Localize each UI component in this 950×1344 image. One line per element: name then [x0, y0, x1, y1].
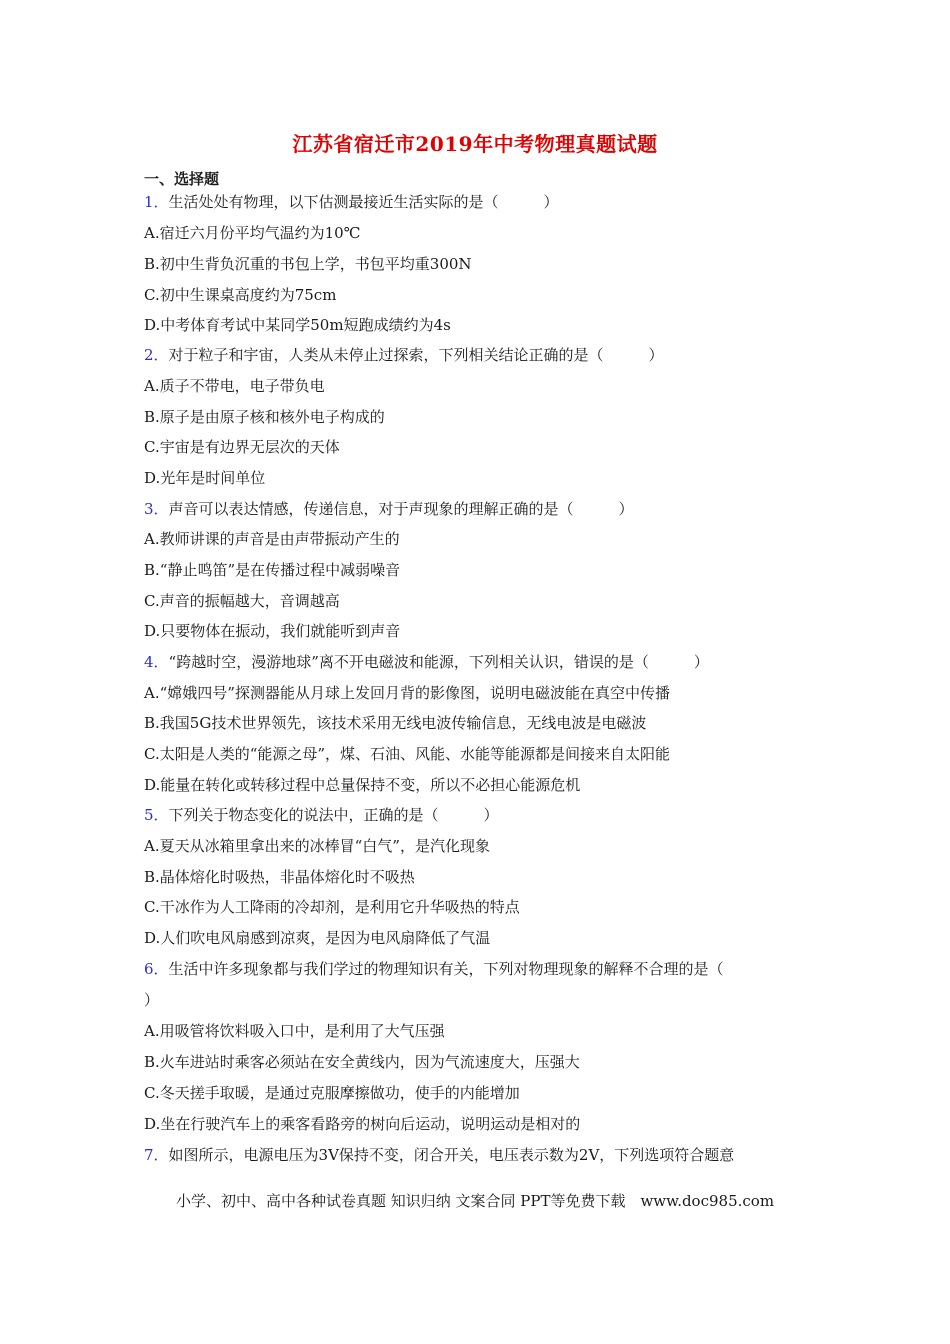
- option: B.火车进站时乘客必须站在安全黄线内，因为气流速度大，压强大: [144, 1053, 580, 1071]
- question-number: 3．: [144, 500, 169, 518]
- question-text: 如图所示，电源电压为3V保持不变，闭合开关，电压表示数为2V，下列选项符合题意: [168, 1146, 735, 1164]
- question-text: 生活处处有物理，以下估测最接近生活实际的是（ ）: [168, 193, 559, 211]
- question-6-stem: [144, 959, 724, 979]
- option: A.用吸管将饮料吸入口中，是利用了大气压强: [144, 1022, 445, 1040]
- question-text: 生活中许多现象都与我们学过的物理知识有关，下列对物理现象的解释不合理的是（: [168, 960, 724, 978]
- page-footer: 小学、初中、高中各种试卷真题 知识归纳 文案合同 PPT等免费下载 www.doc985.com: [175, 1192, 775, 1210]
- question-7-stem: [144, 1145, 734, 1165]
- option: D.光年是时间单位: [144, 469, 266, 487]
- option: A.质子不带电，电子带负电: [144, 377, 325, 395]
- question-text: 声音可以表达情感，传递信息，对于声现象的理解正确的是（ ）: [168, 500, 634, 518]
- option: A.夏天从冰箱里拿出来的冰棒冒“白气”，是汽化现象: [144, 837, 490, 855]
- option: A.教师讲课的声音是由声带振动产生的: [144, 530, 400, 548]
- option: D.中考体育考试中某同学50m短跑成绩约为4s: [144, 316, 451, 334]
- question-1-stem: [144, 192, 559, 212]
- option: B.原子是由原子核和核外电子构成的: [144, 408, 385, 426]
- question-5-stem: [144, 805, 499, 825]
- question-number: 1．: [144, 193, 169, 211]
- question-text: 对于粒子和宇宙，人类从未停止过探索，下列相关结论正确的是（ ）: [168, 346, 664, 364]
- option: C.初中生课桌高度约为75cm: [144, 286, 337, 304]
- option: A.宿迁六月份平均气温约为10℃: [144, 224, 361, 242]
- question-4-stem: [144, 652, 709, 672]
- option: D.能量在转化或转移过程中总量保持不变，所以不必担心能源危机: [144, 776, 581, 794]
- option: D.只要物体在振动，我们就能听到声音: [144, 622, 401, 640]
- question-2-stem: [144, 345, 664, 365]
- option: B.晶体熔化时吸热，非晶体熔化时不吸热: [144, 868, 415, 886]
- question-number: 7．: [144, 1146, 169, 1164]
- option: B.我国5G技术世界领先，该技术采用无线电波传输信息，无线电波是电磁波: [144, 714, 647, 732]
- option: C.宇宙是有边界无层次的天体: [144, 438, 340, 456]
- question-text: 下列关于物态变化的说法中，正确的是（ ）: [168, 806, 499, 824]
- question-text: “跨越时空，漫游地球”离不开电磁波和能源，下列相关认识，错误的是（ ）: [168, 653, 709, 671]
- page-title: 江苏省宿迁市2019年中考物理真题试题: [292, 132, 658, 156]
- question-number: 5．: [144, 806, 169, 824]
- question-6-stem-continued: ）: [144, 991, 160, 1009]
- option: B.“静止鸣笛”是在传播过程中减弱噪音: [144, 561, 401, 579]
- section-heading: 一、选择题: [144, 170, 220, 188]
- option: C.干冰作为人工降雨的冷却剂，是利用它升华吸热的特点: [144, 898, 520, 916]
- option: D.人们吹电风扇感到凉爽，是因为电风扇降低了气温: [144, 929, 491, 947]
- option: D.坐在行驶汽车上的乘客看路旁的树向后运动，说明运动是相对的: [144, 1115, 581, 1133]
- question-3-stem: [144, 499, 634, 519]
- option: C.冬天搓手取暖，是通过克服摩擦做功，使手的内能增加: [144, 1084, 520, 1102]
- option: A.“嫦娥四号”探测器能从月球上发回月背的影像图，说明电磁波能在真空中传播: [144, 684, 670, 702]
- option: C.声音的振幅越大，音调越高: [144, 592, 340, 610]
- option: C.太阳是人类的“能源之母”，煤、石油、风能、水能等能源都是间接来自太阳能: [144, 745, 671, 763]
- option: B.初中生背负沉重的书包上学，书包平均重300N: [144, 255, 472, 273]
- question-number: 4．: [144, 653, 169, 671]
- question-number: 2．: [144, 346, 169, 364]
- question-number: 6．: [144, 960, 169, 978]
